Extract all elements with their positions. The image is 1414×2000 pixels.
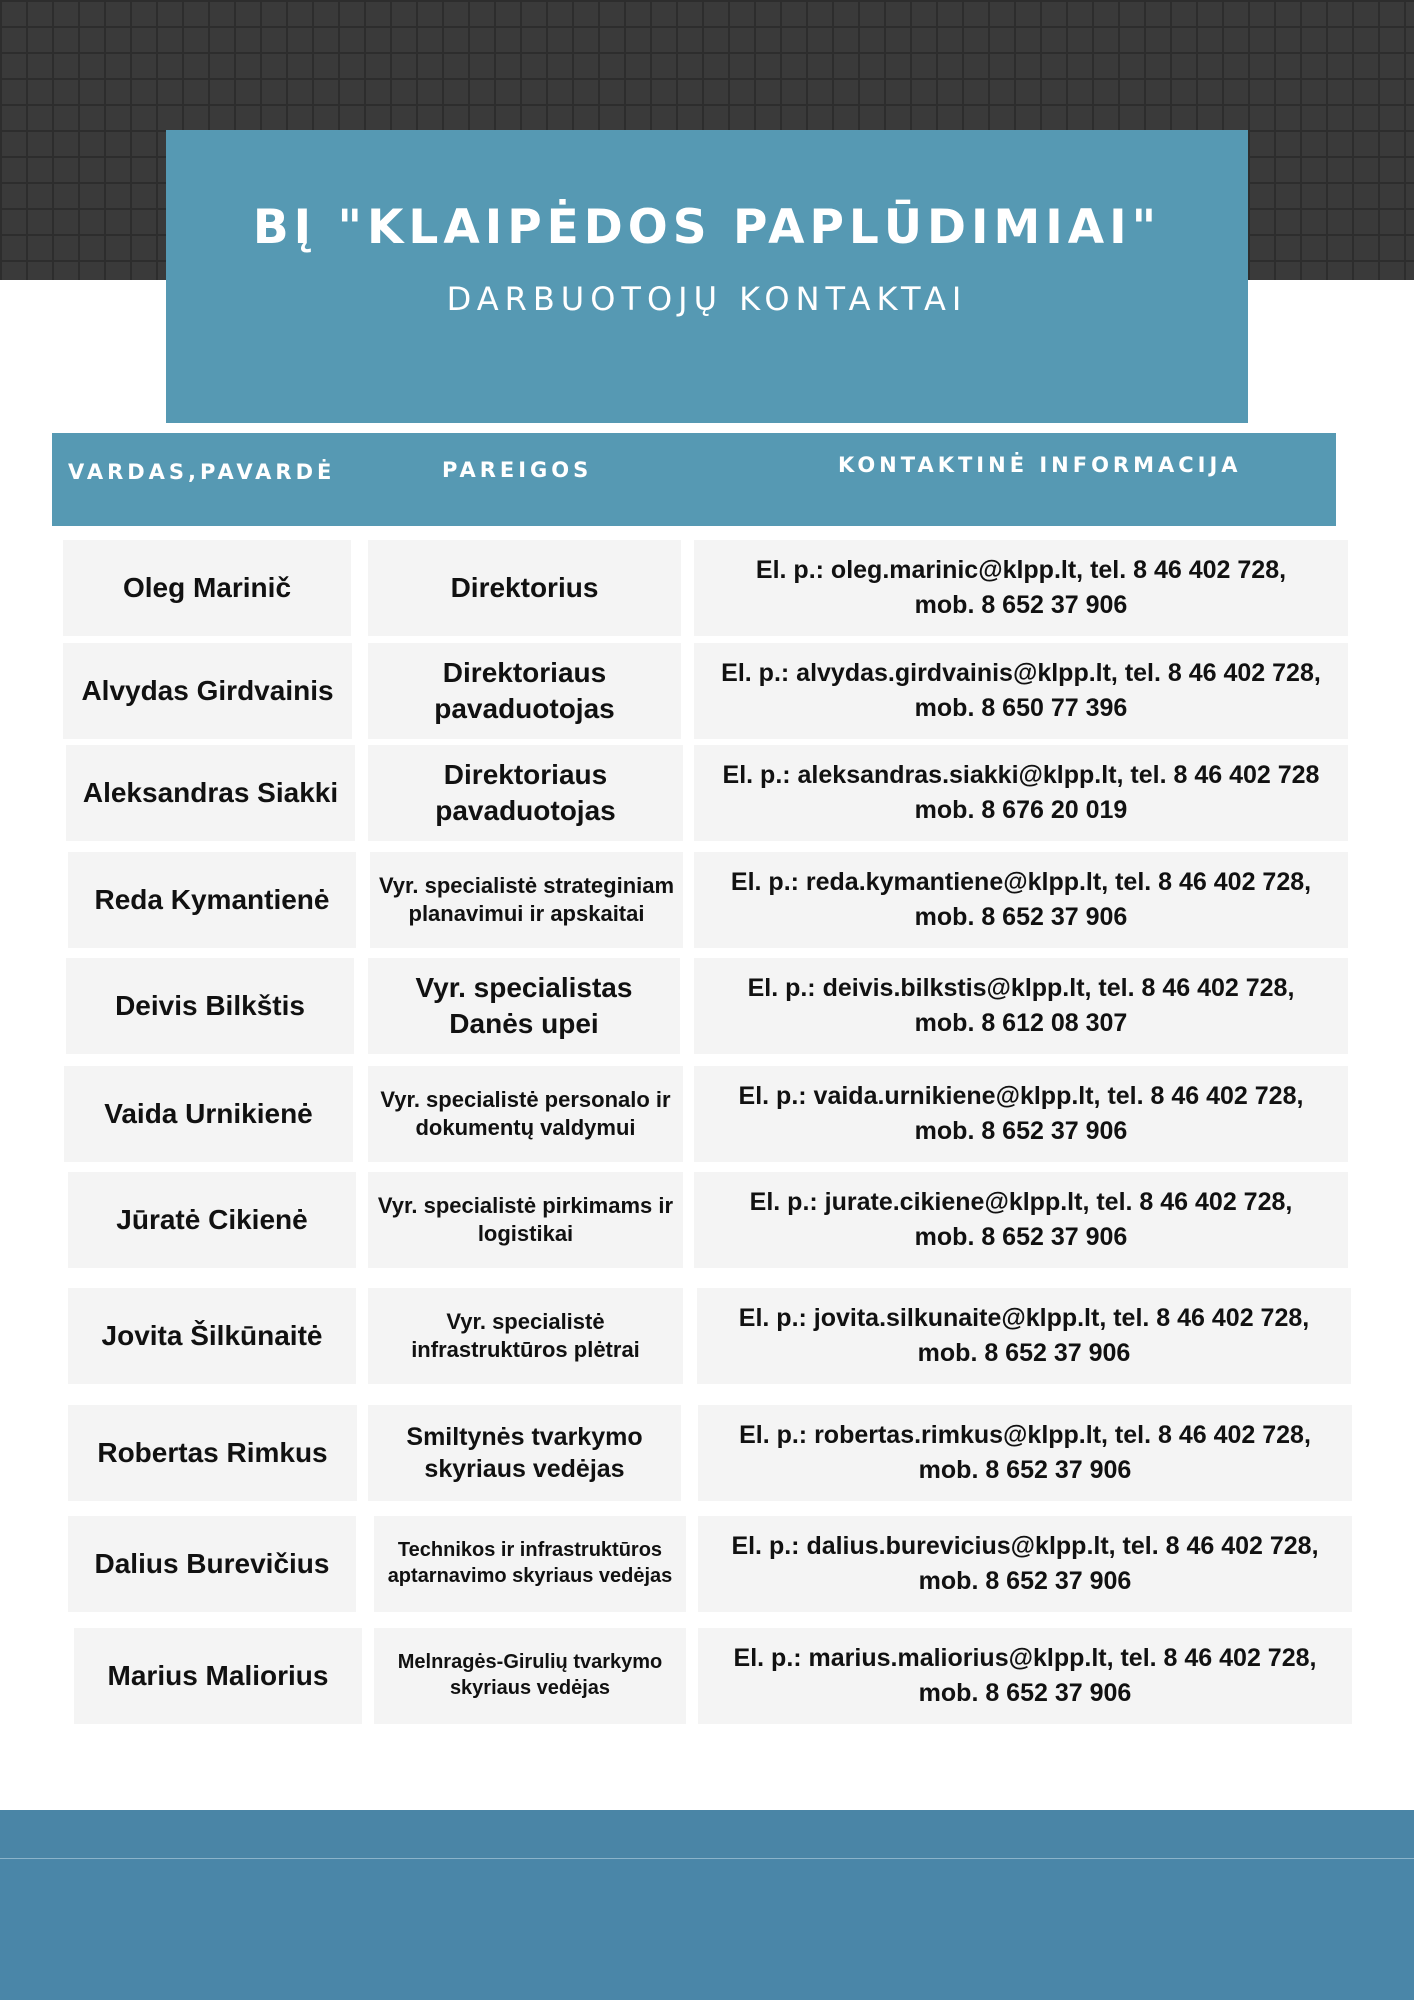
contact-email-phone: El. p.: vaida.urnikiene@klpp.lt, tel. 8 46 402 728, — [738, 1082, 1304, 1110]
contact-mobile: mob. 8 652 37 906 — [914, 591, 1128, 619]
footer-band — [0, 1859, 1414, 2000]
employee-role: Vyr. specialistė pirkimams ir logistikai — [368, 1172, 683, 1268]
contact-mobile: mob. 8 652 37 906 — [918, 1567, 1132, 1595]
contact-mobile: mob. 8 652 37 906 — [914, 903, 1128, 931]
employee-name: Jūratė Cikienė — [68, 1172, 356, 1268]
table-row — [0, 958, 1414, 1054]
employee-role: Vyr. specialistė personalo ir dokumentų valdymui — [368, 1066, 683, 1162]
employee-role: Melnragės-Girulių tvarkymo skyriaus vedėjas — [374, 1628, 686, 1724]
employee-contact — [694, 852, 1348, 948]
footer-band-top — [0, 1810, 1414, 1858]
contact-mobile: mob. 8 650 77 396 — [914, 694, 1128, 722]
contact-mobile: mob. 8 612 08 307 — [914, 1009, 1128, 1037]
employee-contact — [698, 1628, 1352, 1724]
table-row — [0, 1172, 1414, 1268]
employee-name: Aleksandras Siakki — [66, 745, 355, 841]
employee-contact — [694, 1066, 1348, 1162]
table-row — [0, 540, 1414, 636]
employee-contact — [694, 1172, 1348, 1268]
contact-mobile: mob. 8 676 20 019 — [914, 796, 1128, 824]
contact-email-phone: El. p.: aleksandras.siakki@klpp.lt, tel. 8 46 402 728 — [722, 761, 1320, 789]
employee-contact — [698, 1516, 1352, 1612]
employee-name: Alvydas Girdvainis — [63, 643, 352, 739]
contact-email-phone: El. p.: deivis.bilkstis@klpp.lt, tel. 8 46 402 728, — [747, 974, 1295, 1002]
contact-mobile: mob. 8 652 37 906 — [918, 1456, 1132, 1484]
column-header-contact: KONTAKTINĖ INFORMACIJA — [838, 453, 1242, 477]
employee-role: Technikos ir infrastruktūros aptarnavimo skyriaus vedėjas — [374, 1516, 686, 1612]
contact-mobile: mob. 8 652 37 906 — [918, 1679, 1132, 1707]
contact-email-phone: El. p.: reda.kymantiene@klpp.lt, tel. 8 46 402 728, — [730, 868, 1312, 896]
table-row — [0, 643, 1414, 739]
contact-email-phone: El. p.: jovita.silkunaite@klpp.lt, tel. 8 46 402 728, — [738, 1304, 1310, 1332]
table-row — [0, 1628, 1414, 1724]
page-subtitle: DARBUOTOJŲ KONTAKTAI — [446, 280, 968, 318]
employee-contact — [694, 643, 1348, 739]
table-header — [52, 433, 1336, 526]
title-banner — [166, 130, 1248, 423]
employee-role: Direktoriaus pavaduotojas — [368, 745, 683, 841]
contact-email-phone: El. p.: alvydas.girdvainis@klpp.lt, tel. 8 46 402 728, — [721, 659, 1321, 687]
employee-contact — [694, 540, 1348, 636]
contact-email-phone: El. p.: marius.maliorius@klpp.lt, tel. 8 46 402 728, — [733, 1644, 1317, 1672]
employee-role: Vyr. specialistė infrastruktūros plėtrai — [368, 1288, 683, 1384]
contact-email-phone: El. p.: oleg.marinic@klpp.lt, tel. 8 46 402 728, — [755, 556, 1287, 584]
contact-mobile: mob. 8 652 37 906 — [914, 1223, 1128, 1251]
contact-email-phone: El. p.: robertas.rimkus@klpp.lt, tel. 8 46 402 728, — [739, 1421, 1311, 1449]
column-header-name: VARDAS,PAVARDĖ — [68, 460, 336, 484]
employee-name: Oleg Marinič — [63, 540, 351, 636]
table-row — [0, 1516, 1414, 1612]
employee-role: Vyr. specialistas Danės upei — [368, 958, 680, 1054]
employee-name: Jovita Šilkūnaitė — [68, 1288, 356, 1384]
table-row — [0, 745, 1414, 841]
employee-name: Deivis Bilkštis — [66, 958, 354, 1054]
table-row — [0, 852, 1414, 948]
table-row — [0, 1066, 1414, 1162]
employee-contact — [694, 958, 1348, 1054]
contact-mobile: mob. 8 652 37 906 — [914, 1117, 1128, 1145]
employee-role: Vyr. specialistė strateginiam planavimui ir apskaitai — [370, 852, 683, 948]
employee-role: Direktoriaus pavaduotojas — [368, 643, 681, 739]
employee-name: Reda Kymantienė — [68, 852, 356, 948]
employee-contact — [698, 1405, 1352, 1501]
employee-role: Smiltynės tvarkymo skyriaus vedėjas — [368, 1405, 681, 1501]
column-header-role: PAREIGOS — [442, 458, 593, 482]
contact-email-phone: El. p.: jurate.cikiene@klpp.lt, tel. 8 46 402 728, — [749, 1188, 1293, 1216]
table-row — [0, 1288, 1414, 1384]
contact-mobile: mob. 8 652 37 906 — [917, 1339, 1131, 1367]
employee-name: Dalius Burevičius — [68, 1516, 356, 1612]
employee-contact — [697, 1288, 1351, 1384]
employee-name: Robertas Rimkus — [68, 1405, 357, 1501]
page-title: BĮ "KLAIPĖDOS PAPLŪDIMIAI" — [252, 200, 1162, 255]
employee-name: Marius Maliorius — [74, 1628, 362, 1724]
employee-name: Vaida Urnikienė — [64, 1066, 353, 1162]
contact-email-phone: El. p.: dalius.burevicius@klpp.lt, tel. 8 46 402 728, — [731, 1532, 1319, 1560]
table-row — [0, 1405, 1414, 1501]
employee-role: Direktorius — [368, 540, 681, 636]
employee-contact — [694, 745, 1348, 841]
